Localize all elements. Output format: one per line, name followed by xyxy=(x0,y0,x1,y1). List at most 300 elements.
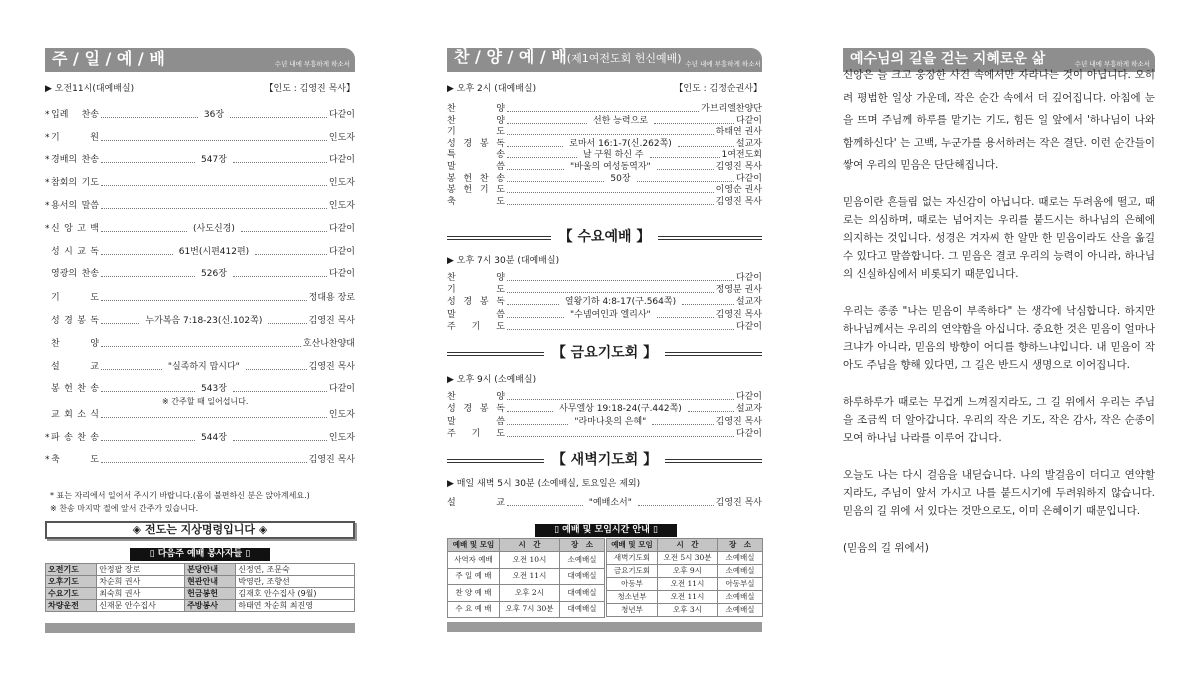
order-label: 참회의 기도 xyxy=(51,178,99,188)
dot-leader xyxy=(657,317,714,318)
divider xyxy=(665,352,762,356)
dot-leader xyxy=(101,462,307,463)
schedule-cell: 찬 양 예 배 xyxy=(448,585,500,602)
order-row xyxy=(447,392,762,403)
order-label: 찬 양 xyxy=(447,273,505,283)
order-label: 경배의 찬송 xyxy=(51,155,99,165)
order-content: 선한 능력으로 xyxy=(592,116,648,126)
order-label: 찬 양 xyxy=(447,392,505,402)
order-label: 기 도 xyxy=(447,285,505,295)
order-person: 인도자 xyxy=(328,410,355,420)
standing-mark: * xyxy=(45,455,50,465)
dot-leader xyxy=(507,280,734,281)
dot-leader xyxy=(507,192,714,193)
dot-leader xyxy=(507,292,714,293)
order-row xyxy=(45,268,355,280)
order-person: 다같이 xyxy=(328,110,355,120)
dot-leader xyxy=(101,140,327,141)
dot-leader xyxy=(507,123,587,124)
staff-role: 오전기도 xyxy=(46,564,97,576)
order-person: 가브리엘찬양단 xyxy=(701,104,762,114)
order-label: 성 시 교 독 xyxy=(51,247,99,257)
divider xyxy=(447,236,551,240)
staff-role: 수요기도 xyxy=(46,588,97,600)
schedule-cell: 오전 5시 30분 xyxy=(658,552,718,565)
order-content: 로마서 16:1-7(신.262쪽) xyxy=(569,139,672,149)
schedule-cell: 오후 2시 xyxy=(500,585,560,602)
order-label: 성 경 봉 독 xyxy=(447,297,505,307)
dot-leader xyxy=(507,329,734,330)
order-label: 찬 양 xyxy=(447,104,505,114)
schedule-cell: 주 일 예 배 xyxy=(448,568,500,585)
schedule-table-right xyxy=(606,538,763,617)
order-content: (사도신경) xyxy=(193,224,235,234)
sunday-header xyxy=(45,48,355,72)
praise-subtitle: 수년 내에 부흥하게 하소서 xyxy=(685,60,761,68)
schedule-header-row xyxy=(448,539,605,552)
praise-header xyxy=(447,48,762,72)
schedule-row xyxy=(607,552,763,565)
order-row xyxy=(45,246,355,258)
order-row xyxy=(45,315,355,327)
dot-leader xyxy=(101,185,327,186)
dot-leader xyxy=(233,276,327,277)
praise-time-line xyxy=(447,84,762,95)
friday-title: 【 금요기도회 】 xyxy=(551,345,658,361)
schedule-row xyxy=(448,601,605,618)
order-person: 다같이 xyxy=(735,174,762,184)
order-label: 말 씀 xyxy=(447,162,505,172)
order-label: 입례 찬송 xyxy=(51,110,99,120)
schedule-header: 장 소 xyxy=(560,539,605,552)
order-row xyxy=(447,310,762,321)
dot-leader xyxy=(507,304,559,305)
essay-title: 예수님의 길을 걷는 지혜로운 삶 xyxy=(850,51,1046,67)
praise-leader: 【인도 : 김정순권사】 xyxy=(674,84,762,94)
order-row xyxy=(447,429,762,440)
schedule-cell: 대예배실 xyxy=(560,585,605,602)
schedule-cell: 아동부실 xyxy=(718,578,763,591)
essay-paragraph: 오늘도 나는 다시 걸음을 내딛습니다. 나의 발걸음이 더디고 연약할지라도, 주님이 앞서 가시고 나를 붙드시기에 두려워하지 않습니다. 믿음의 길 위에 서 있다는 것만으로도, 이미 은혜이기 때문입니다. xyxy=(843,468,1155,517)
staff-role: 오후기도 xyxy=(46,576,97,588)
schedule-cell: 소예배실 xyxy=(718,604,763,617)
dot-leader xyxy=(101,276,195,277)
schedule-row xyxy=(607,591,763,604)
dot-leader xyxy=(507,157,577,158)
order-person: 다같이 xyxy=(328,384,355,394)
wednesday-time xyxy=(447,256,559,267)
order-person: 정영분 권사 xyxy=(715,285,762,295)
schedule-cell: 대예배실 xyxy=(560,568,605,585)
dot-leader xyxy=(507,181,604,182)
dot-leader xyxy=(101,254,173,255)
order-person: 설교자 xyxy=(735,404,763,414)
staff-row xyxy=(46,588,355,600)
order-person: 인도자 xyxy=(328,178,355,188)
order-row xyxy=(447,297,762,308)
order-person: 설교자 xyxy=(735,297,762,307)
dawn-time xyxy=(447,479,640,490)
staff-role: 현관안내 xyxy=(185,576,236,588)
order-content: 누가복음 7:18-23(신.102쪽) xyxy=(145,316,263,326)
schedule-row xyxy=(607,565,763,578)
friday-time xyxy=(447,375,536,386)
dot-leader xyxy=(682,304,734,305)
dot-leader xyxy=(101,391,195,392)
wednesday-section-title xyxy=(447,229,762,246)
staff-name: 신정연, 조문숙 xyxy=(236,564,355,576)
order-row xyxy=(447,285,762,296)
schedule-row xyxy=(607,578,763,591)
staff-title: ▯ 다음주 예배 봉사자들 ▯ xyxy=(130,548,270,561)
sunday-title: 주 / 일 / 예 / 배 xyxy=(52,49,165,68)
order-row xyxy=(447,417,762,428)
dot-leader xyxy=(688,411,734,412)
order-label: 기 원 xyxy=(51,133,99,143)
schedule-cell: 소예배실 xyxy=(718,591,763,604)
standing-mark: * xyxy=(45,155,50,165)
order-row xyxy=(447,150,762,161)
schedule-cell: 대예배실 xyxy=(560,601,605,618)
order-label: 봉 헌 찬 송 xyxy=(51,384,99,394)
staff-name: 신재문 안수집사 xyxy=(97,600,185,612)
schedule-header: 시 간 xyxy=(500,539,560,552)
dot-leader xyxy=(101,208,327,209)
staff-name: 김재호 안수집사 (9월) xyxy=(236,588,355,600)
order-person: 김영진 목사 xyxy=(308,362,355,372)
order-content: 36장 xyxy=(203,110,225,120)
essay-subtitle: 수년 내에 부흥하게 하소서 xyxy=(1074,60,1150,68)
order-content: 547장 xyxy=(201,155,227,165)
schedule-table-left xyxy=(447,538,605,618)
order-row xyxy=(45,177,355,189)
schedule-cell: 소예배실 xyxy=(718,552,763,565)
schedule-cell: 소예배실 xyxy=(560,552,605,569)
order-label: 설 교 xyxy=(447,498,505,508)
order-content: 50장 xyxy=(610,174,631,184)
sunday-leader: 【인도 : 김영진 목사】 xyxy=(264,84,355,94)
order-content: "바울의 여성동역자" xyxy=(569,162,651,172)
order-person: 다같이 xyxy=(735,392,762,402)
order-person: 인도자 xyxy=(328,133,355,143)
order-row xyxy=(447,273,762,284)
divider xyxy=(447,352,544,356)
dot-leader xyxy=(507,204,714,205)
order-row xyxy=(45,432,355,444)
order-person: 정대용 장로 xyxy=(308,293,355,303)
offering-note: ※ 간주할 때 일어섭니다. xyxy=(162,397,249,406)
order-person: 하태연 권사 xyxy=(715,127,762,137)
order-person: 다같이 xyxy=(328,224,355,234)
schedule-row xyxy=(607,604,763,617)
order-person: 1여전도회 xyxy=(721,150,763,160)
standing-mark: * xyxy=(45,433,50,443)
friday-time-text: ▶ 오후 9시 (소예배실) xyxy=(447,375,537,385)
order-content: 544장 xyxy=(201,433,227,443)
schedule-cell: 수 요 예 배 xyxy=(448,601,500,618)
schedule-cell: 소예배실 xyxy=(718,565,763,578)
dawn-title: 【 새벽기도회 】 xyxy=(551,452,658,468)
essay-paragraph: 우리는 종종 "나는 믿음이 부족하다" 는 생각에 낙심합니다. 하지만 하나님께서는 우리의 연약함을 아십니다. 중요한 것은 믿음이 얼마나 크냐가 아니라, 믿음의 방향이 어디를 향하느냐입니다. 내 믿음이 작아도 주님을 향해 있다면, 그 길은 반드시 생명으로 이어집니다. xyxy=(843,304,1155,371)
essay-paragraph: 믿음이란 흔들림 없는 자신감이 아닙니다. 때로는 두려움에 떨고, 때로는 의심하며, 때로는 넘어지는 우리를 붙드시는 하나님의 은혜에 의지하는 것입니다. 성경은 겨자씨 한 알만 한 믿음이라도 산을 옮길 수 있다고 말씀합니다. 그 믿음은 결코 우리의 능력이 아니라, 하나님의 신실하심에서 비롯되기 때문입니다. xyxy=(843,195,1155,280)
schedule-cell: 금요기도회 xyxy=(607,565,658,578)
order-label: 교 회 소 식 xyxy=(51,410,99,420)
dot-leader xyxy=(654,123,734,124)
dot-leader xyxy=(230,117,327,118)
order-label: 기 도 xyxy=(447,127,505,137)
order-row xyxy=(447,139,762,150)
order-row xyxy=(447,104,762,115)
dot-leader xyxy=(507,111,699,112)
staff-name: 하태연 차순희 최진영 xyxy=(236,600,355,612)
dawn-time-text: ▶ 매일 새벽 5시 30분 (소예배실, 토요일은 제외) xyxy=(447,479,641,489)
staff-name: 안정팔 장로 xyxy=(97,564,185,576)
dot-leader xyxy=(507,146,563,147)
order-person: 김영진 목사 xyxy=(308,316,355,326)
order-content: 526장 xyxy=(201,269,227,279)
order-person: 다같이 xyxy=(735,116,762,126)
order-row xyxy=(447,404,762,415)
schedule-header: 예배 및 모임 xyxy=(607,539,658,552)
sunday-subtitle: 수년 내에 부흥하게 하소서 xyxy=(274,60,350,68)
order-row xyxy=(447,197,762,208)
order-label: 특 송 xyxy=(447,150,505,160)
order-row xyxy=(45,292,355,304)
order-content: 사무엘상 19:18-24(구.442쪽) xyxy=(559,404,682,414)
sunday-time-line xyxy=(45,84,355,95)
dot-leader xyxy=(246,369,307,370)
order-label: 성 경 봉 독 xyxy=(447,404,505,414)
dot-leader xyxy=(241,231,327,232)
order-person: 다같이 xyxy=(328,155,355,165)
standing-mark: * xyxy=(45,201,50,211)
order-content: "라마나욧의 은혜" xyxy=(574,417,647,427)
order-label: 성 경 봉 독 xyxy=(447,139,505,149)
order-person: 이영순 권사 xyxy=(715,185,762,195)
essay-paragraph: 하루하루가 때로는 무겁게 느껴질지라도, 그 길 위에서 우리는 주님을 조금씩 더 알아갑니다. 우리의 작은 기도, 작은 감사, 작은 순종이 모여 하나님 나라를 이루어 갑니다. xyxy=(843,395,1155,444)
order-row xyxy=(447,498,762,509)
staff-role: 주방봉사 xyxy=(185,600,236,612)
order-person: 다같이 xyxy=(735,429,762,439)
dot-leader xyxy=(101,162,195,163)
divider xyxy=(447,459,544,463)
dot-leader xyxy=(268,323,306,324)
order-content: 열왕기하 4:8-17(구.564쪽) xyxy=(564,297,677,307)
order-person: 인도자 xyxy=(328,433,355,443)
order-row xyxy=(45,409,355,421)
schedule-cell: 오전 10시 xyxy=(500,552,560,569)
schedule-header-row xyxy=(607,539,763,552)
dot-leader xyxy=(233,440,327,441)
schedule-cell: 새벽기도회 xyxy=(607,552,658,565)
order-label: 찬 양 xyxy=(51,339,99,349)
schedule-cell: 오후 7시 30분 xyxy=(500,601,560,618)
schedule-cell: 오전 11시 xyxy=(658,578,718,591)
order-label: 말 씀 xyxy=(447,310,505,320)
dot-leader xyxy=(507,399,734,400)
praise-title-main: 찬 / 양 / 예 / 배 xyxy=(454,47,567,66)
order-label: 신 앙 고 백 xyxy=(51,224,99,234)
sunday-time: ▶ 오전11시(대예배실) xyxy=(45,84,135,94)
order-row xyxy=(45,132,355,144)
order-row xyxy=(447,127,762,138)
sunday-note-2: ※ 찬송 마지막 절에 앞서 간주가 있습니다. xyxy=(50,504,199,513)
dot-leader xyxy=(507,134,714,135)
order-person: 설교자 xyxy=(735,139,763,149)
dawn-section-title xyxy=(447,452,762,469)
order-content: 543장 xyxy=(201,384,227,394)
staff-row xyxy=(46,564,355,576)
order-row xyxy=(447,322,762,333)
dot-leader xyxy=(101,440,195,441)
order-row xyxy=(45,223,355,235)
staff-table xyxy=(45,563,355,612)
schedule-header: 예배 및 모임 xyxy=(448,539,500,552)
order-row xyxy=(447,174,762,185)
wednesday-time-text: ▶ 오후 7시 30분 (대예배실) xyxy=(447,256,560,266)
dot-leader xyxy=(507,169,564,170)
dot-leader xyxy=(101,323,139,324)
staff-name: 박영란, 조향선 xyxy=(236,576,355,588)
dot-leader xyxy=(507,436,734,437)
schedule-header: 시 간 xyxy=(658,539,718,552)
schedule-cell: 오전 11시 xyxy=(658,591,718,604)
praise-title xyxy=(454,47,682,69)
order-person: 인도자 xyxy=(328,201,355,211)
wednesday-title: 【 수요예배 】 xyxy=(558,229,651,245)
dot-leader xyxy=(101,346,301,347)
praise-title-sub: (제1여전도회 헌신예배) xyxy=(566,52,682,65)
staff-role: 차량운전 xyxy=(46,600,97,612)
friday-section-title xyxy=(447,345,762,362)
middle-footer-bar xyxy=(447,622,762,632)
order-person: 다같이 xyxy=(735,273,762,283)
dot-leader xyxy=(507,505,583,506)
dot-leader xyxy=(101,300,307,301)
order-person: 김영진 목사 xyxy=(715,417,762,427)
dot-leader xyxy=(101,369,162,370)
schedule-cell: 청년부 xyxy=(607,604,658,617)
order-content: "예배소서" xyxy=(588,498,632,508)
order-row xyxy=(447,116,762,127)
schedule-title: ▯ 예배 및 모임시간 안내 ▯ xyxy=(535,524,677,537)
order-label: 영광의 찬송 xyxy=(51,269,99,279)
dot-leader xyxy=(657,169,714,170)
order-row xyxy=(45,338,355,350)
staff-role: 헌금봉헌 xyxy=(185,588,236,600)
order-person: 호산나찬양대 xyxy=(302,339,355,349)
dot-leader xyxy=(652,424,713,425)
order-person: 김영진 목사 xyxy=(715,162,763,172)
order-person: 다같이 xyxy=(735,322,762,332)
dot-leader xyxy=(101,417,327,418)
schedule-cell: 오전 11시 xyxy=(500,568,560,585)
order-person: 김영진 목사 xyxy=(715,197,762,207)
praise-time: ▶ 오후 2시 (대예배실) xyxy=(447,84,537,94)
order-label: 축 도 xyxy=(51,455,99,465)
order-label: 봉 헌 기 도 xyxy=(447,185,505,195)
staff-row xyxy=(46,600,355,612)
order-content: "수넴여인과 엘리사" xyxy=(569,310,651,320)
dot-leader xyxy=(637,181,734,182)
order-row xyxy=(45,154,355,166)
dot-leader xyxy=(101,231,187,232)
dot-leader xyxy=(507,411,553,412)
dot-leader xyxy=(101,117,198,118)
dot-leader xyxy=(650,157,720,158)
schedule-cell: 아동부 xyxy=(607,578,658,591)
left-footer-bar xyxy=(45,623,355,633)
order-row xyxy=(447,185,762,196)
order-person: 김영진 목사 xyxy=(715,498,762,508)
schedule-row xyxy=(448,585,605,602)
essay-source: (믿음의 길 위에서) xyxy=(843,541,929,554)
order-label: 설 교 xyxy=(51,362,99,372)
staff-name: 차순희 권사 xyxy=(97,576,185,588)
order-person: 김영진 목사 xyxy=(715,310,763,320)
schedule-cell: 사역자 예배 xyxy=(448,552,500,569)
order-label: 주 기 도 xyxy=(447,322,505,332)
standing-mark: * xyxy=(45,110,50,120)
dot-leader xyxy=(678,146,734,147)
order-content: 61번(시편412편) xyxy=(178,247,250,257)
staff-row xyxy=(46,576,355,588)
order-label: 기 도 xyxy=(51,293,99,303)
order-label: 파 송 찬 송 xyxy=(51,433,99,443)
order-row xyxy=(45,361,355,373)
sunday-note-1: * 표는 자리에서 일어서 주시기 바랍니다.(몸이 불편하신 분은 앉아계세요.) xyxy=(50,491,310,500)
schedule-row xyxy=(448,568,605,585)
schedule-row xyxy=(448,552,605,569)
staff-name: 최숙희 권사 xyxy=(97,588,185,600)
order-person: 다같이 xyxy=(328,269,355,279)
order-row xyxy=(447,162,762,173)
order-label: 말 씀 xyxy=(447,417,505,427)
dot-leader xyxy=(638,505,714,506)
evangelism-banner: ◈ 전도는 지상명령입니다 ◈ xyxy=(45,521,355,539)
dot-leader xyxy=(507,317,564,318)
schedule-header: 장 소 xyxy=(718,539,763,552)
order-person: 다같이 xyxy=(328,247,355,257)
dot-leader xyxy=(233,162,327,163)
order-label: 용서의 말씀 xyxy=(51,201,99,211)
dot-leader xyxy=(507,424,568,425)
schedule-cell: 오후 9시 xyxy=(658,565,718,578)
dot-leader xyxy=(233,391,327,392)
order-content: 날 구원 하신 주 xyxy=(582,150,644,160)
standing-mark: * xyxy=(45,224,50,234)
order-label: 찬 양 xyxy=(447,116,505,126)
standing-mark: * xyxy=(45,178,50,188)
order-row xyxy=(45,383,355,395)
order-row xyxy=(45,454,355,466)
schedule-cell: 청소년부 xyxy=(607,591,658,604)
order-person: 김영진 목사 xyxy=(308,455,355,465)
divider xyxy=(658,236,762,240)
schedule-cell: 오후 3시 xyxy=(658,604,718,617)
standing-mark: * xyxy=(45,133,50,143)
order-label: 주 기 도 xyxy=(447,429,505,439)
order-row xyxy=(45,200,355,212)
divider xyxy=(665,459,762,463)
order-content: "실족하지 맙시다" xyxy=(167,362,240,372)
order-label: 성 경 봉 독 xyxy=(51,316,99,326)
essay-paragraph: 신앙은 늘 크고 웅장한 사건 속에서만 자라나는 것이 아닙니다. 오히려 평범한 일상 가운데, 작은 순간 속에서 더 깊어집니다. 아침에 눈을 뜨며 주님께 하루를 맡기는 기도, 힘든 일 앞에서 '하나님이 나와 함께하신다' 는 고백, 누군가를 용서하려는 작은 결단. 이런 순간들이 쌓여 우리의 믿음은 단단해집니다. xyxy=(843,69,1155,171)
essay-body xyxy=(843,64,1155,576)
dot-leader xyxy=(255,254,327,255)
order-row xyxy=(45,109,355,121)
staff-role: 본당안내 xyxy=(185,564,236,576)
